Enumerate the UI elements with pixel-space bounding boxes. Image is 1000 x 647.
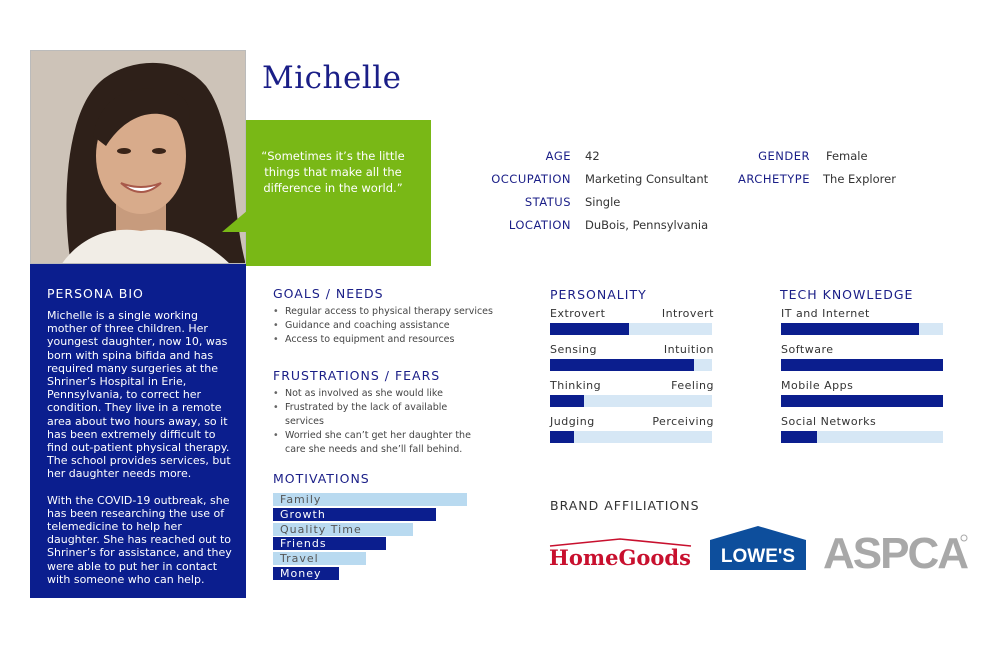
tech-heading: TECH KNOWLEDGE [780,287,914,302]
location-label: LOCATION [508,218,571,232]
trait-left-label: Thinking [550,379,602,392]
goal-item: • Guidance and coaching assistance [273,319,513,333]
frustration-item: • Not as involved as she would like [273,387,488,401]
tech-track [781,431,943,443]
persona-name: Michelle [262,60,402,96]
age-value: 42 [585,149,600,163]
trait-left-label: Judging [550,415,595,428]
tech-track [781,359,943,371]
persona-bio-panel [30,264,246,598]
tech-fill [781,323,919,335]
occupation-value: Marketing Consultant [585,172,709,186]
trait-track [550,359,712,371]
tech-label: Mobile Apps [781,379,854,392]
tech-fill [781,359,943,371]
gender-value: Female [826,149,868,163]
trait-right-label: Introvert [661,307,714,320]
goals-list [273,305,513,347]
tech-track [781,395,943,407]
motivation-bar [273,523,413,536]
frustrations-heading: FRUSTRATIONS / FEARS [273,368,441,383]
trait-left-label: Sensing [550,343,597,356]
archetype-label: ARCHETYPE [738,172,810,186]
motivations-heading: MOTIVATIONS [273,471,370,486]
tech-track [781,323,943,335]
goals-heading: GOALS / NEEDS [273,286,384,301]
frustration-item: • Worried she can’t get her daughter the care she needs and she’ll fall behind. [273,429,488,457]
trait-right-label: Intuition [663,343,714,356]
bio-heading: PERSONA BIO [47,286,144,301]
trait-track [550,431,712,443]
trait-right-label: Feeling [671,379,714,392]
status-label: STATUS [524,195,571,209]
goal-item: • Access to equipment and resources [273,333,513,347]
bio-paragraph: Michelle is a single working mother of three children. Her youngest daughter, now 10, was born with spina bifida and has required many surgeries at the Shriner’s Hospital in Erie, Pennsylvania, to correct her condition. They live in a remote area about two hours away, so it has been extremely difficult to find out-patient physical therapy. The school provides services, but her daughter needs more. [47,309,231,481]
motivation-label: Quality Time [280,522,362,536]
motivation-bar [273,493,467,506]
persona-photo [30,50,246,264]
persona-quote: “Sometimes it’s the little things that make all the difference in the world.” [261,149,405,195]
location-value: DuBois, Pennsylvania [585,218,709,232]
tech-label: IT and Internet [781,307,870,320]
motivation-label: Money [280,567,322,580]
motivation-label: Travel [280,552,319,566]
motivation-label: Friends [280,537,327,551]
goal-item: • Regular access to physical therapy services [273,305,513,319]
trait-fill [550,323,629,335]
occupation-label: OCCUPATION [491,172,571,186]
bio-paragraph: With the COVID-19 outbreak, she has been researching the use of telemedicine to help her daughter. She has reached out to Shriner’s for assistance, and they were able to put her in contact with someone who can help. [47,493,232,586]
trait-fill [550,395,584,407]
trait-fill [550,431,574,443]
motivation-label: Family [280,493,322,506]
trait-track [550,395,712,407]
motivation-bar [273,508,436,521]
aspca-wordmark: ASPCA [823,530,968,572]
motivation-bar [273,567,339,580]
homegoods-logo [548,538,693,570]
tech-fill [781,431,817,443]
status-value: Single [585,195,621,209]
trait-left-label: Extrovert [550,307,606,320]
archetype-value: The Explorer [823,172,896,186]
motivation-label: Growth [280,507,326,521]
motivation-bar [273,552,366,565]
aspca-logo [823,530,969,572]
lowes-wordmark: LOWE'S [720,546,796,567]
tech-fill [781,395,943,407]
tech-label: Social Networks [781,415,877,428]
tech-label: Software [781,343,834,356]
trait-fill [550,359,694,371]
lowes-logo [710,526,806,570]
frustration-item: • Frustrated by the lack of available services [273,401,488,429]
gender-label: GENDER [758,149,810,163]
motivation-bar [273,537,386,550]
quote-tail [222,210,248,232]
trait-track [550,323,712,335]
brands-heading: BRAND AFFILIATIONS [550,498,700,513]
age-label: AGE [545,149,571,163]
trait-right-label: Perceiving [652,415,714,428]
homegoods-wordmark: HomeGoods [549,545,691,570]
personality-heading: PERSONALITY [550,287,647,302]
frustrations-list [273,387,488,457]
